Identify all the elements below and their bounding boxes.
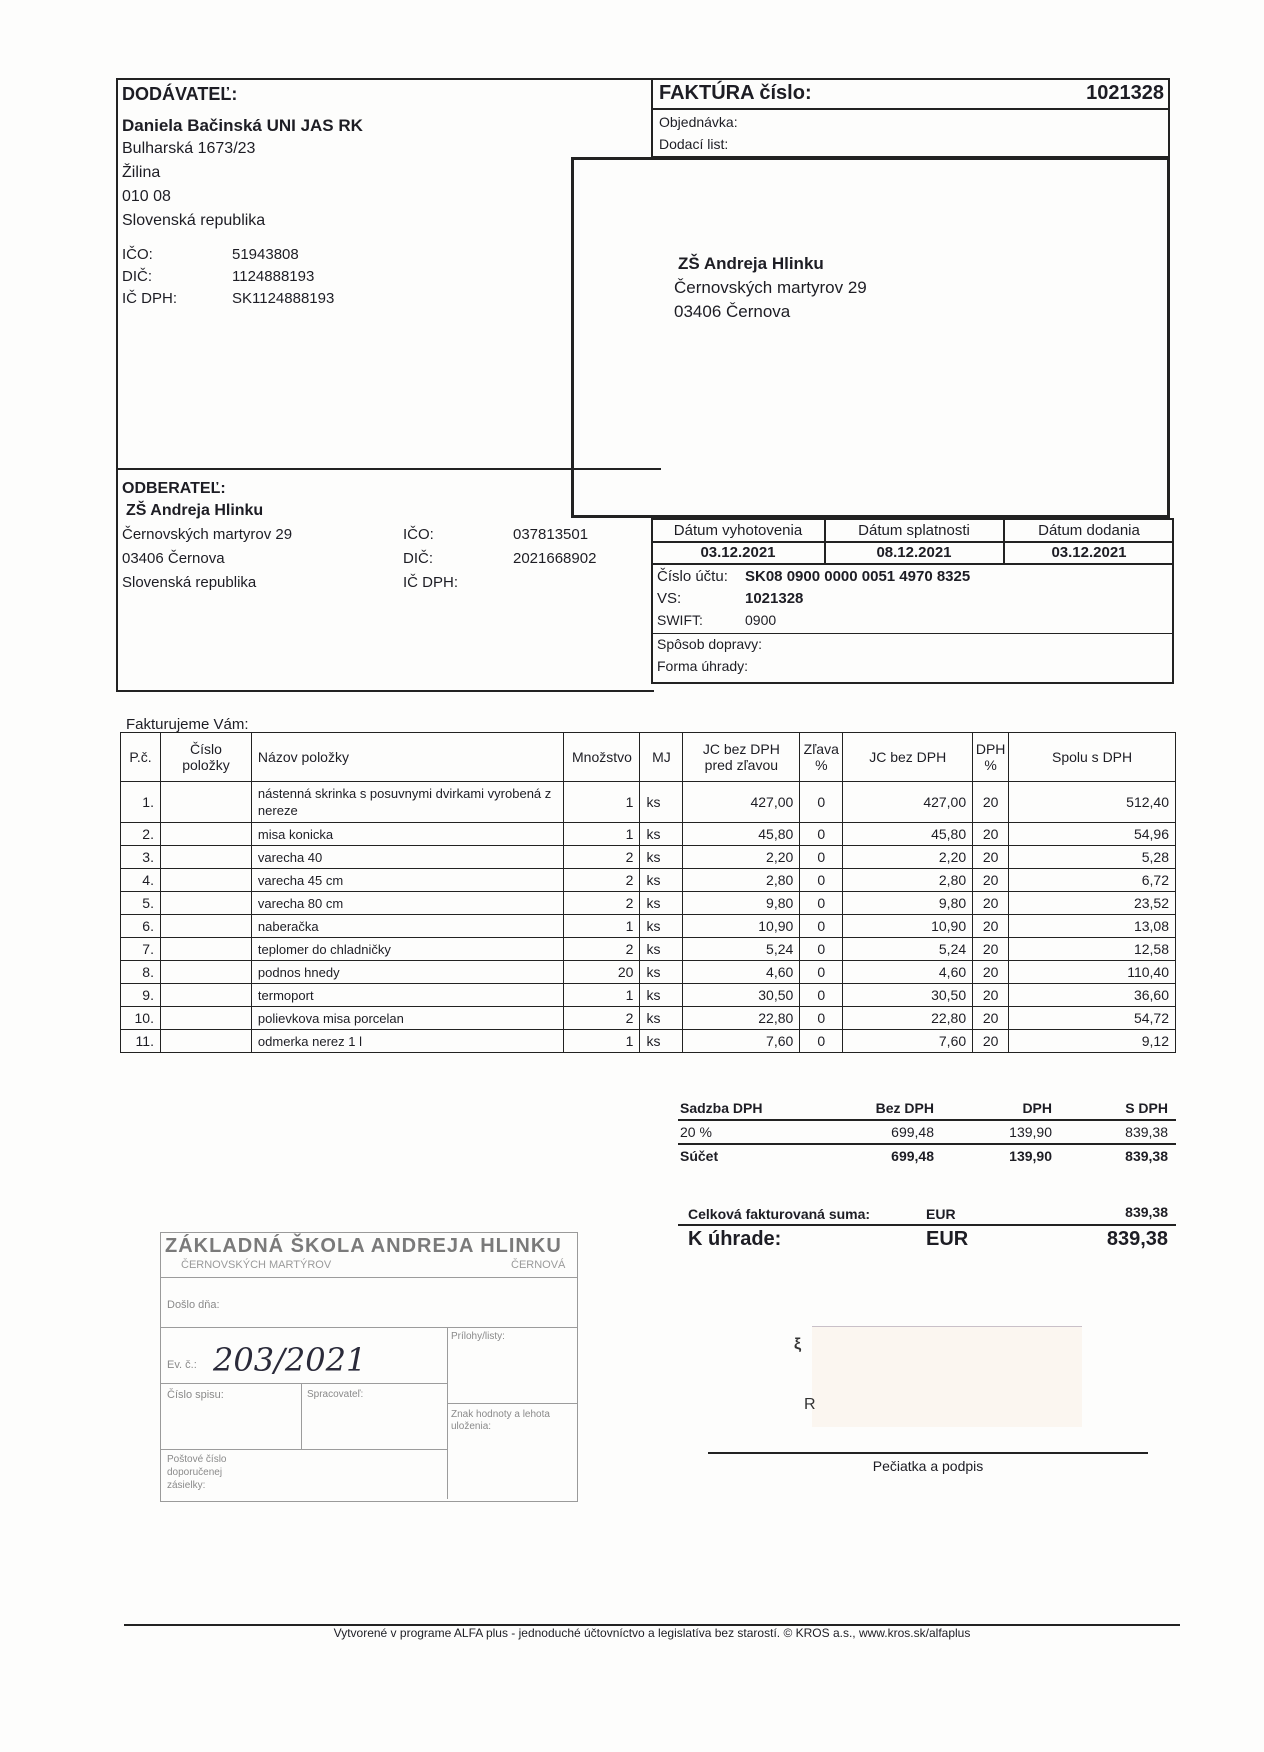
- item-total: 12,58: [1009, 938, 1176, 961]
- item-code: [160, 938, 251, 961]
- item-name: podnos hnedy: [251, 961, 564, 984]
- item-vat: 20: [973, 1030, 1009, 1053]
- item-unit: ks: [640, 892, 683, 915]
- vat-sum-total: 839,38: [1125, 1148, 1168, 1164]
- item-no: 5.: [121, 892, 161, 915]
- due-currency: EUR: [926, 1228, 969, 1250]
- col-qty: Množstvo: [564, 733, 640, 782]
- invoice-title: FAKTÚRA číslo:: [659, 82, 812, 104]
- supplier-dic-label: DIČ:: [122, 268, 152, 285]
- table-row: [121, 823, 1176, 846]
- item-unit: ks: [640, 1007, 683, 1030]
- item-price: 10,90: [843, 915, 973, 938]
- item-discount: 0: [800, 846, 843, 869]
- order-label: Objednávka:: [659, 114, 738, 130]
- address-name: ZŠ Andreja Hlinku: [678, 254, 824, 273]
- stamp-fragment-1: ξ: [794, 1336, 802, 1353]
- customer-country: Slovenská republika: [122, 574, 257, 591]
- item-code: [160, 892, 251, 915]
- stamp-subheader: ČERNOVSKÝCH MARTÝROV: [181, 1259, 332, 1271]
- item-qty: 1: [564, 1030, 640, 1053]
- item-no: 7.: [121, 938, 161, 961]
- account-number: SK08 0900 0000 0051 4970 8325: [745, 568, 971, 585]
- item-total: 23,52: [1009, 892, 1176, 915]
- table-row: [121, 782, 1176, 823]
- table-row: [121, 1030, 1176, 1053]
- item-price: 4,60: [843, 961, 973, 984]
- item-price: 22,80: [843, 1007, 973, 1030]
- item-code: [160, 869, 251, 892]
- item-price-before: 9,80: [683, 892, 800, 915]
- item-total: 5,28: [1009, 846, 1176, 869]
- item-name: naberačka: [251, 915, 564, 938]
- invoice-header-box: [651, 78, 1170, 158]
- address-street: Černovských martyrov 29: [674, 278, 867, 297]
- item-discount: 0: [800, 961, 843, 984]
- item-price-before: 45,80: [683, 823, 800, 846]
- due-label: K úhrade:: [688, 1228, 782, 1250]
- col-price: JC bez DPH: [843, 733, 973, 782]
- item-price-before: 2,80: [683, 869, 800, 892]
- table-row: [121, 961, 1176, 984]
- item-qty: 2: [564, 1007, 640, 1030]
- item-price-before: 7,60: [683, 1030, 800, 1053]
- item-price: 30,50: [843, 984, 973, 1007]
- supplier-ico-label: IČO:: [122, 246, 153, 263]
- col-name: Názov položky: [251, 733, 564, 782]
- item-name: teplomer do chladničky: [251, 938, 564, 961]
- item-total: 36,60: [1009, 984, 1176, 1007]
- supplier-icdph-label: IČ DPH:: [122, 290, 178, 307]
- col-vat: DPH %: [973, 733, 1009, 782]
- item-discount: 0: [800, 1007, 843, 1030]
- table-row: [121, 869, 1176, 892]
- account-label: Číslo účtu:: [657, 568, 728, 585]
- invoiced-label: Celková fakturovaná suma:: [688, 1206, 871, 1222]
- item-code: [160, 846, 251, 869]
- item-discount: 0: [800, 892, 843, 915]
- vat-rate-vat: 139,90: [1009, 1124, 1052, 1140]
- table-row: [121, 984, 1176, 1007]
- items-title: Fakturujeme Vám:: [126, 716, 249, 733]
- item-no: 11.: [121, 1030, 161, 1053]
- item-code: [160, 1030, 251, 1053]
- due-date: 08.12.2021: [876, 544, 952, 561]
- item-price: 5,24: [843, 938, 973, 961]
- vat-rate-total: 839,38: [1125, 1124, 1168, 1140]
- address-city: 03406 Černova: [674, 302, 791, 321]
- item-unit: ks: [640, 869, 683, 892]
- vs-value: 1021328: [745, 590, 804, 607]
- item-qty: 1: [564, 823, 640, 846]
- stamp-fragment-2: R: [804, 1396, 816, 1413]
- col-total: Spolu s DPH: [1009, 733, 1176, 782]
- vat-rate-base: 699,48: [891, 1124, 934, 1140]
- item-name: nástenná skrinka s posuvnymi dvirkami vyrobená z nereze: [251, 782, 564, 823]
- item-unit: ks: [640, 846, 683, 869]
- item-total: 110,40: [1009, 961, 1176, 984]
- issue-date-label: Dátum vyhotovenia: [673, 522, 803, 539]
- item-total: 512,40: [1009, 782, 1176, 823]
- item-discount: 0: [800, 782, 843, 823]
- item-discount: 0: [800, 869, 843, 892]
- issue-date: 03.12.2021: [700, 544, 776, 561]
- vat-h-vat: DPH: [1022, 1100, 1052, 1116]
- vat-rate: 20 %: [680, 1124, 712, 1140]
- col-discount: Zľava %: [800, 733, 843, 782]
- item-qty: 2: [564, 938, 640, 961]
- table-row: [121, 846, 1176, 869]
- supplier-street: Bulharská 1673/23: [122, 140, 256, 157]
- item-discount: 0: [800, 1030, 843, 1053]
- item-price-before: 5,24: [683, 938, 800, 961]
- item-price-before: 10,90: [683, 915, 800, 938]
- stamp-attachments-label: Prílohy/listy:: [451, 1331, 505, 1342]
- item-no: 8.: [121, 961, 161, 984]
- vs-label: VS:: [657, 590, 682, 607]
- vat-sum-label: Súčet: [680, 1148, 719, 1164]
- item-code: [160, 1007, 251, 1030]
- items-table: [120, 732, 1176, 1053]
- item-code: [160, 984, 251, 1007]
- transport-label: Spôsob dopravy:: [657, 636, 763, 652]
- swift-label: SWIFT:: [657, 612, 703, 628]
- delivery-date: 03.12.2021: [1051, 544, 1127, 561]
- customer-street: Černovských martyrov 29: [122, 526, 293, 543]
- item-total: 54,72: [1009, 1007, 1176, 1030]
- item-vat: 20: [973, 938, 1009, 961]
- item-qty: 1: [564, 915, 640, 938]
- col-code: Číslo položky: [160, 733, 251, 782]
- col-price-before: JC bez DPH pred zľavou: [683, 733, 800, 782]
- item-vat: 20: [973, 846, 1009, 869]
- item-price-before: 22,80: [683, 1007, 800, 1030]
- item-price: 7,60: [843, 1030, 973, 1053]
- item-unit: ks: [640, 823, 683, 846]
- delivery-note-label: Dodací list:: [659, 136, 729, 152]
- address-window: [571, 157, 1170, 518]
- item-total: 6,72: [1009, 869, 1176, 892]
- item-name: polievkova misa porcelan: [251, 1007, 564, 1030]
- item-name: varecha 40: [251, 846, 564, 869]
- item-name: varecha 45 cm: [251, 869, 564, 892]
- customer-ico-label: IČO:: [403, 526, 434, 543]
- item-vat: 20: [973, 823, 1009, 846]
- customer-heading: ODBERATEĽ:: [122, 480, 226, 497]
- table-row: [121, 915, 1176, 938]
- item-vat: 20: [973, 869, 1009, 892]
- due-amount: 839,38: [1106, 1228, 1168, 1250]
- invoiced-currency: EUR: [926, 1206, 956, 1222]
- customer-dic: 2021668902: [513, 550, 597, 567]
- stamp-handler-label: Spracovateľ:: [307, 1389, 364, 1400]
- stamp-reg-label: Ev. č.:: [167, 1359, 197, 1371]
- item-qty: 2: [564, 892, 640, 915]
- customer-icdph-label: IČ DPH:: [403, 574, 459, 591]
- supplier-icdph: SK1124888193: [232, 290, 335, 307]
- vat-h-rate: Sadzba DPH: [680, 1100, 763, 1116]
- stamp-town: ČERNOVÁ: [511, 1259, 566, 1271]
- customer-dic-label: DIČ:: [403, 550, 433, 567]
- item-price: 45,80: [843, 823, 973, 846]
- supplier-heading: DODÁVATEĽ:: [122, 84, 238, 104]
- invoice-number: 1021328: [1086, 82, 1164, 104]
- swift-value: 0900: [745, 612, 777, 628]
- item-code: [160, 823, 251, 846]
- item-discount: 0: [800, 984, 843, 1007]
- item-price-before: 4,60: [683, 961, 800, 984]
- item-total: 13,08: [1009, 915, 1176, 938]
- item-vat: 20: [973, 1007, 1009, 1030]
- item-vat: 20: [973, 961, 1009, 984]
- customer-box: [116, 468, 597, 692]
- table-row: [121, 1007, 1176, 1030]
- item-price-before: 427,00: [683, 782, 800, 823]
- item-qty: 1: [564, 984, 640, 1007]
- col-unit: MJ: [640, 733, 683, 782]
- customer-name: ZŠ Andreja Hlinku: [126, 502, 264, 519]
- item-name: misa konicka: [251, 823, 564, 846]
- item-code: [160, 915, 251, 938]
- col-no: P.č.: [121, 733, 161, 782]
- stamp-post-label-2: doporučenej: [167, 1467, 223, 1478]
- item-vat: 20: [973, 984, 1009, 1007]
- item-price: 427,00: [843, 782, 973, 823]
- supplier-name: Daniela Bačinská UNI JAS RK: [122, 116, 363, 135]
- supplier-zip: 010 08: [122, 188, 171, 205]
- item-vat: 20: [973, 915, 1009, 938]
- item-code: [160, 782, 251, 823]
- due-date-label: Dátum splatnosti: [858, 522, 970, 539]
- registry-stamp: [160, 1232, 578, 1502]
- item-qty: 2: [564, 869, 640, 892]
- item-no: 2.: [121, 823, 161, 846]
- item-unit: ks: [640, 1030, 683, 1053]
- stamp-reg-number: 203/2021: [213, 1341, 367, 1379]
- stamp-retention-label: Znak hodnoty a lehota uloženia:: [451, 1409, 550, 1432]
- signature-label: Pečiatka a podpis: [872, 1458, 984, 1474]
- stamp-file-label: Číslo spisu:: [167, 1389, 224, 1401]
- item-price: 9,80: [843, 892, 973, 915]
- supplier-city: Žilina: [122, 164, 161, 181]
- vat-sum-vat: 139,90: [1009, 1148, 1052, 1164]
- item-total: 9,12: [1009, 1030, 1176, 1053]
- item-qty: 20: [564, 961, 640, 984]
- item-price-before: 2,20: [683, 846, 800, 869]
- table-row: [121, 892, 1176, 915]
- item-price-before: 30,50: [683, 984, 800, 1007]
- item-unit: ks: [640, 984, 683, 1007]
- vat-sum-base: 699,48: [891, 1148, 934, 1164]
- item-no: 6.: [121, 915, 161, 938]
- item-no: 9.: [121, 984, 161, 1007]
- delivery-date-label: Dátum dodania: [1038, 522, 1140, 539]
- table-row: [121, 938, 1176, 961]
- footer-text: Vytvorené v programe ALFA plus - jednoduché účtovníctvo a legislatíva bez starostí. © KROS a.s., www.kros.sk/alfaplus: [333, 1626, 971, 1640]
- stamp-post-label-3: zásielky:: [167, 1480, 206, 1491]
- item-discount: 0: [800, 938, 843, 961]
- stamp-received-label: Došlo dňa:: [167, 1299, 220, 1311]
- supplier-country: Slovenská republika: [122, 212, 266, 229]
- item-name: termoport: [251, 984, 564, 1007]
- item-name: varecha 80 cm: [251, 892, 564, 915]
- item-unit: ks: [640, 782, 683, 823]
- item-price: 2,20: [843, 846, 973, 869]
- stamp-post-label-1: Poštové číslo: [167, 1454, 227, 1465]
- item-unit: ks: [640, 915, 683, 938]
- item-code: [160, 961, 251, 984]
- customer-ico: 037813501: [513, 526, 589, 543]
- item-discount: 0: [800, 915, 843, 938]
- item-no: 1.: [121, 782, 161, 823]
- item-name: odmerka nerez 1 l: [251, 1030, 564, 1053]
- payment-form-label: Forma úhrady:: [657, 658, 749, 674]
- item-no: 3.: [121, 846, 161, 869]
- item-vat: 20: [973, 782, 1009, 823]
- invoiced-amount: 839,38: [1125, 1204, 1168, 1220]
- item-unit: ks: [640, 961, 683, 984]
- item-unit: ks: [640, 938, 683, 961]
- customer-city: 03406 Černova: [122, 550, 225, 567]
- item-discount: 0: [800, 823, 843, 846]
- item-no: 4.: [121, 869, 161, 892]
- stamp-header: ZÁKLADNÁ ŠKOLA ANDREJA HLINKU: [165, 1235, 562, 1257]
- vat-h-base: Bez DPH: [875, 1100, 934, 1116]
- item-vat: 20: [973, 892, 1009, 915]
- item-no: 10.: [121, 1007, 161, 1030]
- item-total: 54,96: [1009, 823, 1176, 846]
- payment-box: [651, 518, 1174, 684]
- item-qty: 1: [564, 782, 640, 823]
- vat-h-total: S DPH: [1125, 1100, 1168, 1116]
- supplier-ico: 51943808: [232, 246, 299, 263]
- signature-patch: [812, 1326, 1082, 1427]
- item-qty: 2: [564, 846, 640, 869]
- item-price: 2,80: [843, 869, 973, 892]
- items-header-row: [121, 733, 1176, 782]
- supplier-dic: 1124888193: [232, 268, 315, 285]
